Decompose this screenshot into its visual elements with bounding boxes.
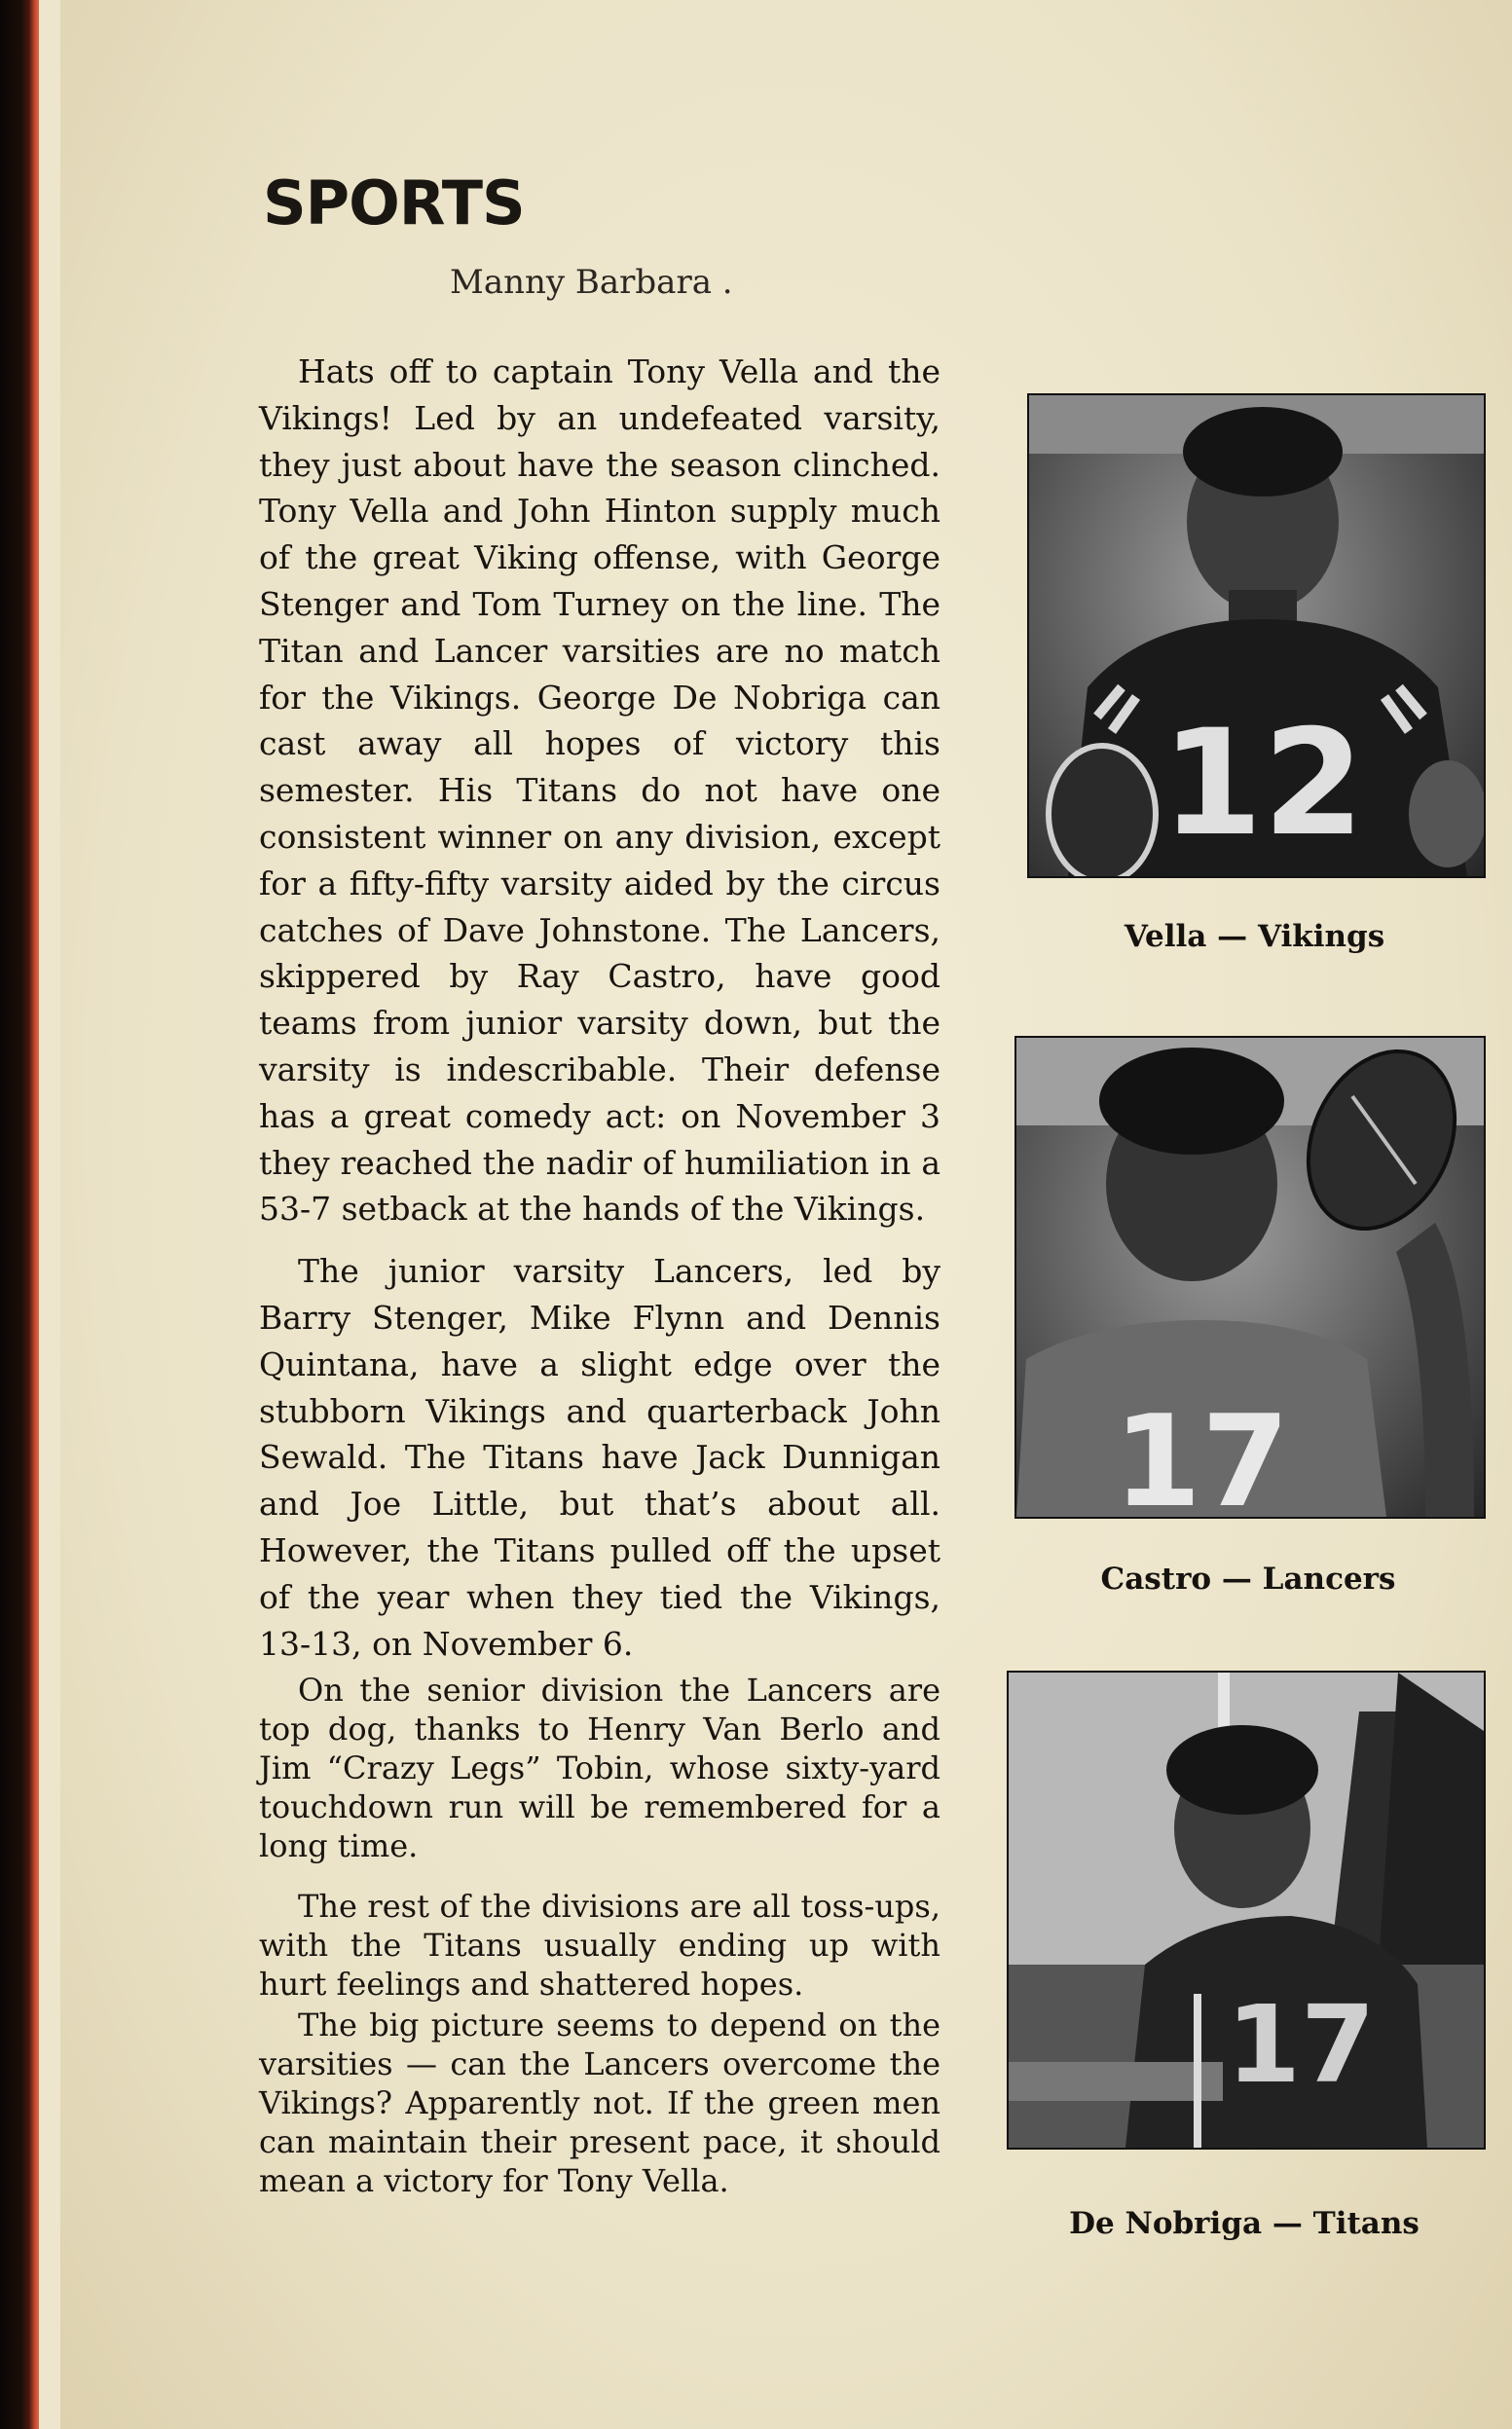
article-paragraph: The rest of the divisions are all toss-ups, with the Titans usually ending up with hurt feelings and shattered hopes.	[259, 1888, 940, 2004]
player-portrait-image	[1016, 1038, 1484, 1517]
jersey-number: 12	[1161, 699, 1365, 868]
jersey-number: 17	[1113, 1387, 1290, 1517]
player-portrait-image	[1029, 395, 1484, 876]
article-paragraph: The big picture seems to depend on the varsities — can the Lancers overcome the Vikings? Apparently not. If the green men can maintain their present pace, it should mean a victory for Tony Vella.	[259, 2006, 940, 2200]
player-portrait-image	[1009, 1673, 1484, 2148]
page-title: SPORTS	[263, 167, 525, 239]
photo-de-nobriga	[1007, 1671, 1486, 2150]
article-paragraph: On the senior division the Lancers are top dog, thanks to Henry Van Berlo and Jim “Crazy Legs” Tobin, whose sixty-yard touchdown run will be remembered for a long time.	[259, 1672, 940, 1865]
article-paragraph: The junior varsity Lancers, led by Barry Stenger, Mike Flynn and Dennis Quintana, have a slight edge over the stubborn Vikings and quarterback John Sewald. The Titans have Jack Dunnigan and Joe Little, but that’s about all. However, the Titans pulled off the upset of the year when they tied the Vikings, 13-13, on November 6.	[259, 1252, 940, 1663]
photo-caption-de-nobriga: De Nobriga — Titans	[1069, 2206, 1420, 2241]
jersey-number: 17	[1226, 1982, 1376, 2107]
author-byline: Manny Barbara .	[450, 263, 733, 302]
article-paragraph: Hats off to captain Tony Vella and the Vikings! Led by an undefeated varsity, they just about have the season clinched. Tony Vella and John Hinton supply much of the great Viking offense, with George Stenger and Tom Turney on the line. The Titan and Lancer varsities are no match for the Vikings. George De Nobriga can cast away all hopes of victory this semester. His Titans do not have one consistent winner on any division, except for a fifty-fifty varsity aided by the circus catches of Dave Johnstone. The Lancers, skippered by Ray Castro, have good teams from junior varsity down, but the varsity is indescribable. Their defense has a great comedy act: on November 3 they reached the nadir of humiliation in a 53-7 setback at the hands of the Vikings.	[259, 352, 940, 1229]
photo-vella	[1027, 393, 1486, 878]
article-body	[259, 349, 940, 2200]
photo-caption-castro: Castro — Lancers	[1100, 1562, 1396, 1597]
photo-caption-vella: Vella — Vikings	[1124, 919, 1385, 954]
photo-castro	[1014, 1036, 1486, 1519]
book-spine	[0, 0, 39, 2429]
